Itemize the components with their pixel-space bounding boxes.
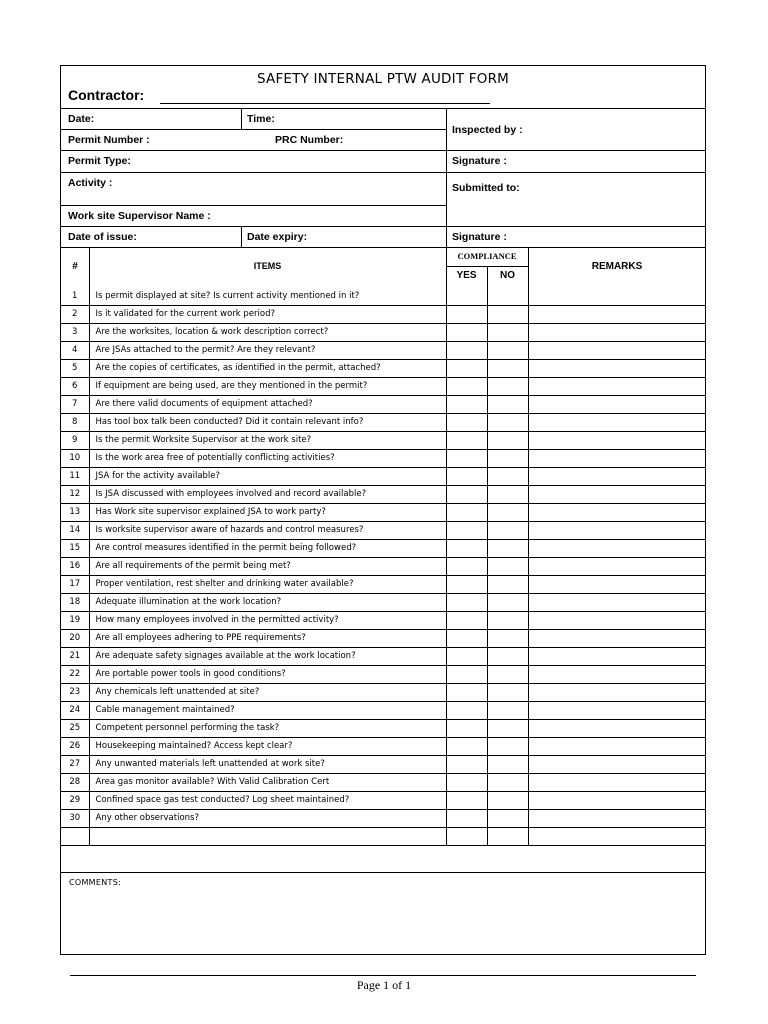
yes-checkbox-cell[interactable] [446, 503, 487, 521]
item-number: 30 [61, 809, 89, 827]
audit-items-table [61, 287, 706, 846]
table-row [61, 611, 706, 629]
table-row [61, 449, 706, 467]
no-checkbox-cell[interactable] [487, 683, 528, 701]
table-row [61, 629, 706, 647]
no-checkbox-cell[interactable] [487, 341, 528, 359]
yes-checkbox-cell[interactable] [446, 827, 487, 845]
header-divider [61, 108, 706, 109]
yes-checkbox-cell[interactable] [446, 647, 487, 665]
yes-checkbox-cell[interactable] [446, 629, 487, 647]
col-divider [241, 226, 242, 247]
no-checkbox-cell[interactable] [487, 827, 528, 845]
table-row [61, 827, 706, 845]
prc-number-label: PRC Number: [275, 134, 344, 146]
no-checkbox-cell[interactable] [487, 377, 528, 395]
remarks-cell[interactable] [528, 287, 706, 305]
item-text: Has Work site supervisor explained JSA to work party? [89, 503, 446, 521]
item-number: 27 [61, 755, 89, 773]
yes-checkbox-cell[interactable] [446, 287, 487, 305]
item-number: 25 [61, 719, 89, 737]
item-number: 7 [61, 395, 89, 413]
item-number: 3 [61, 323, 89, 341]
comments-label: COMMENTS: [69, 878, 122, 887]
yes-checkbox-cell[interactable] [446, 737, 487, 755]
no-checkbox-cell[interactable] [487, 503, 528, 521]
no-checkbox-cell[interactable] [487, 773, 528, 791]
table-row [61, 809, 706, 827]
remarks-cell[interactable] [528, 377, 706, 395]
table-row [61, 467, 706, 485]
no-checkbox-cell[interactable] [487, 467, 528, 485]
compliance-header: COMPLIANCE [457, 251, 517, 261]
item-text: Adequate illumination at the work location? [89, 593, 446, 611]
remarks-cell[interactable] [528, 575, 706, 593]
table-row [61, 377, 706, 395]
page-number: Page 1 of 1 [356, 978, 412, 992]
item-number: 26 [61, 737, 89, 755]
inspected-by-label: Inspected by : [452, 124, 523, 136]
no-checkbox-cell[interactable] [487, 719, 528, 737]
signature-label: Signature : [452, 155, 507, 167]
item-number: 20 [61, 629, 89, 647]
no-checkbox-cell[interactable] [487, 449, 528, 467]
yes-checkbox-cell[interactable] [446, 395, 487, 413]
table-row [61, 719, 706, 737]
no-checkbox-cell[interactable] [487, 791, 528, 809]
remarks-cell[interactable] [528, 341, 706, 359]
no-checkbox-cell[interactable] [487, 413, 528, 431]
item-number: 11 [61, 467, 89, 485]
table-row [61, 593, 706, 611]
remarks-cell[interactable] [528, 629, 706, 647]
item-number: 1 [61, 287, 89, 305]
remarks-cell[interactable] [528, 791, 706, 809]
yes-checkbox-cell[interactable] [446, 701, 487, 719]
yes-checkbox-cell[interactable] [446, 557, 487, 575]
remarks-cell[interactable] [528, 431, 706, 449]
yes-checkbox-cell[interactable] [446, 485, 487, 503]
yes-checkbox-cell[interactable] [446, 791, 487, 809]
item-text: If equipment are being used, are they mentioned in the permit? [89, 377, 446, 395]
remarks-cell[interactable] [528, 611, 706, 629]
yes-checkbox-cell[interactable] [446, 593, 487, 611]
date-of-issue-label: Date of issue: [68, 231, 137, 243]
item-number: 22 [61, 665, 89, 683]
no-column-header: NO [500, 270, 515, 281]
yes-checkbox-cell[interactable] [446, 755, 487, 773]
contractor-label: Contractor: [68, 87, 145, 103]
table-row [61, 521, 706, 539]
yes-checkbox-cell[interactable] [446, 683, 487, 701]
item-text: Housekeeping maintained? Access kept clear? [89, 737, 446, 755]
no-checkbox-cell[interactable] [487, 593, 528, 611]
table-row [61, 341, 706, 359]
item-text: Proper ventilation, rest shelter and drinking water available? [89, 575, 446, 593]
table-row [61, 395, 706, 413]
item-number: 17 [61, 575, 89, 593]
table-row [61, 791, 706, 809]
audit-form [60, 65, 706, 955]
remarks-cell[interactable] [528, 467, 706, 485]
no-checkbox-cell[interactable] [487, 809, 528, 827]
table-row [61, 287, 706, 305]
remarks-cell[interactable] [528, 647, 706, 665]
remarks-cell[interactable] [528, 755, 706, 773]
item-number: 6 [61, 377, 89, 395]
remarks-cell[interactable] [528, 395, 706, 413]
item-text: Are JSAs attached to the permit? Are they relevant? [89, 341, 446, 359]
item-text: Are the worksites, location & work description correct? [89, 323, 446, 341]
no-checkbox-cell[interactable] [487, 323, 528, 341]
item-number: 24 [61, 701, 89, 719]
remarks-cell[interactable] [528, 503, 706, 521]
table-row [61, 665, 706, 683]
remarks-cell[interactable] [528, 593, 706, 611]
date-expiry-label: Date expiry: [247, 231, 308, 243]
remarks-cell[interactable] [528, 827, 706, 845]
item-text: Are adequate safety signages available at the work location? [89, 647, 446, 665]
item-number: 9 [61, 431, 89, 449]
items-column-header: ITEMS [253, 261, 282, 271]
time-label: Time: [247, 113, 275, 125]
table-row [61, 647, 706, 665]
no-checkbox-cell[interactable] [487, 647, 528, 665]
no-checkbox-cell[interactable] [487, 287, 528, 305]
yes-checkbox-cell[interactable] [446, 431, 487, 449]
item-number: 16 [61, 557, 89, 575]
yes-checkbox-cell[interactable] [446, 611, 487, 629]
contractor-fill-line [160, 103, 490, 104]
item-number: 13 [61, 503, 89, 521]
remarks-cell[interactable] [528, 773, 706, 791]
table-row [61, 683, 706, 701]
no-checkbox-cell[interactable] [487, 395, 528, 413]
col-divider [241, 108, 242, 129]
no-checkbox-cell[interactable] [487, 485, 528, 503]
item-text: Are the copies of certificates, as identified in the permit, attached? [89, 359, 446, 377]
submitted-to-label: Submitted to: [452, 182, 520, 194]
item-number: 4 [61, 341, 89, 359]
item-text: Any other observations? [89, 809, 446, 827]
no-checkbox-cell[interactable] [487, 665, 528, 683]
item-text: Has tool box talk been conducted? Did it contain relevant info? [89, 413, 446, 431]
table-row [61, 503, 706, 521]
item-number: 15 [61, 539, 89, 557]
supervisor-name-label: Work site Supervisor Name : [68, 210, 211, 222]
item-number: 8 [61, 413, 89, 431]
item-number: 23 [61, 683, 89, 701]
remarks-cell[interactable] [528, 701, 706, 719]
item-number: 21 [61, 647, 89, 665]
item-text: Are all employees adhering to PPE requirements? [89, 629, 446, 647]
item-text: Is JSA discussed with employees involved and record available? [89, 485, 446, 503]
table-row [61, 359, 706, 377]
remarks-cell[interactable] [528, 305, 706, 323]
no-checkbox-cell[interactable] [487, 701, 528, 719]
row-divider [61, 129, 446, 130]
table-row [61, 773, 706, 791]
row-divider [61, 226, 706, 227]
yes-column-header: YES [456, 270, 477, 281]
item-text: Is the permit Worksite Supervisor at the work site? [89, 431, 446, 449]
item-number: 10 [61, 449, 89, 467]
signature-label: Signature : [452, 231, 507, 243]
item-text: How many employees involved in the permitted activity? [89, 611, 446, 629]
no-checkbox-cell[interactable] [487, 539, 528, 557]
no-checkbox-cell[interactable] [487, 755, 528, 773]
item-text: Are all requirements of the permit being met? [89, 557, 446, 575]
item-number: 19 [61, 611, 89, 629]
form-title: SAFETY INTERNAL PTW AUDIT FORM [257, 71, 509, 87]
table-row [61, 305, 706, 323]
remarks-cell[interactable] [528, 539, 706, 557]
permit-type-label: Permit Type: [68, 155, 131, 167]
item-text: Any chemicals left unattended at site? [89, 683, 446, 701]
item-number: 2 [61, 305, 89, 323]
number-column-header: # [72, 261, 78, 272]
item-number: 18 [61, 593, 89, 611]
item-text: Any unwanted materials left unattended at work site? [89, 755, 446, 773]
no-checkbox-cell[interactable] [487, 557, 528, 575]
remarks-cell[interactable] [528, 521, 706, 539]
table-row [61, 737, 706, 755]
yes-checkbox-cell[interactable] [446, 323, 487, 341]
yes-checkbox-cell[interactable] [446, 719, 487, 737]
no-checkbox-cell[interactable] [487, 431, 528, 449]
permit-number-label: Permit Number : [68, 134, 150, 146]
yes-checkbox-cell[interactable] [446, 413, 487, 431]
item-text: Confined space gas test conducted? Log sheet maintained? [89, 791, 446, 809]
item-text: Is it validated for the current work period? [89, 305, 446, 323]
no-checkbox-cell[interactable] [487, 575, 528, 593]
remarks-cell[interactable] [528, 683, 706, 701]
yes-checkbox-cell[interactable] [446, 809, 487, 827]
no-checkbox-cell[interactable] [487, 359, 528, 377]
table-row [61, 413, 706, 431]
row-divider [61, 172, 706, 173]
remarks-cell[interactable] [528, 359, 706, 377]
table-row [61, 701, 706, 719]
yes-checkbox-cell[interactable] [446, 377, 487, 395]
remarks-cell[interactable] [528, 449, 706, 467]
remarks-cell[interactable] [528, 557, 706, 575]
remarks-cell[interactable] [528, 737, 706, 755]
table-row [61, 323, 706, 341]
remarks-cell[interactable] [528, 485, 706, 503]
no-checkbox-cell[interactable] [487, 611, 528, 629]
table-row [61, 485, 706, 503]
item-number: 28 [61, 773, 89, 791]
no-checkbox-cell[interactable] [487, 305, 528, 323]
item-number: 12 [61, 485, 89, 503]
item-text: Is the work area free of potentially conflicting activities? [89, 449, 446, 467]
row-divider [61, 205, 446, 206]
item-number: 5 [61, 359, 89, 377]
item-text: Are control measures identified in the permit being followed? [89, 539, 446, 557]
table-row [61, 539, 706, 557]
yes-checkbox-cell[interactable] [446, 539, 487, 557]
table-row [61, 755, 706, 773]
activity-label: Activity : [68, 177, 113, 189]
remarks-cell[interactable] [528, 719, 706, 737]
table-row [61, 557, 706, 575]
item-text: JSA for the activity available? [89, 467, 446, 485]
no-checkbox-cell[interactable] [487, 737, 528, 755]
item-text: Is worksite supervisor aware of hazards and control measures? [89, 521, 446, 539]
yes-checkbox-cell[interactable] [446, 359, 487, 377]
table-row [61, 431, 706, 449]
item-number: 14 [61, 521, 89, 539]
no-checkbox-cell[interactable] [487, 629, 528, 647]
yes-checkbox-cell[interactable] [446, 449, 487, 467]
yes-checkbox-cell[interactable] [446, 521, 487, 539]
footer-rule [70, 975, 696, 976]
no-checkbox-cell[interactable] [487, 521, 528, 539]
yes-checkbox-cell[interactable] [446, 665, 487, 683]
item-text: Are portable power tools in good conditions? [89, 665, 446, 683]
item-text: Area gas monitor available? With Valid Calibration Cert [89, 773, 446, 791]
remarks-column-header: REMARKS [591, 261, 643, 272]
comments-divider [61, 872, 706, 873]
item-text: Are there valid documents of equipment attached? [89, 395, 446, 413]
item-number: 29 [61, 791, 89, 809]
row-divider [61, 150, 706, 151]
item-text: Is permit displayed at site? Is current activity mentioned in it? [89, 287, 446, 305]
yes-checkbox-cell[interactable] [446, 341, 487, 359]
yes-checkbox-cell[interactable] [446, 773, 487, 791]
item-text: Competent personnel performing the task? [89, 719, 446, 737]
yes-checkbox-cell[interactable] [446, 467, 487, 485]
remarks-cell[interactable] [528, 665, 706, 683]
remarks-cell[interactable] [528, 809, 706, 827]
item-number [61, 827, 89, 845]
remarks-cell[interactable] [528, 323, 706, 341]
item-text [89, 827, 446, 845]
yes-checkbox-cell[interactable] [446, 305, 487, 323]
date-label: Date: [68, 113, 95, 125]
row-divider [61, 247, 706, 248]
remarks-cell[interactable] [528, 413, 706, 431]
yes-checkbox-cell[interactable] [446, 575, 487, 593]
table-row [61, 575, 706, 593]
item-text: Cable management maintained? [89, 701, 446, 719]
